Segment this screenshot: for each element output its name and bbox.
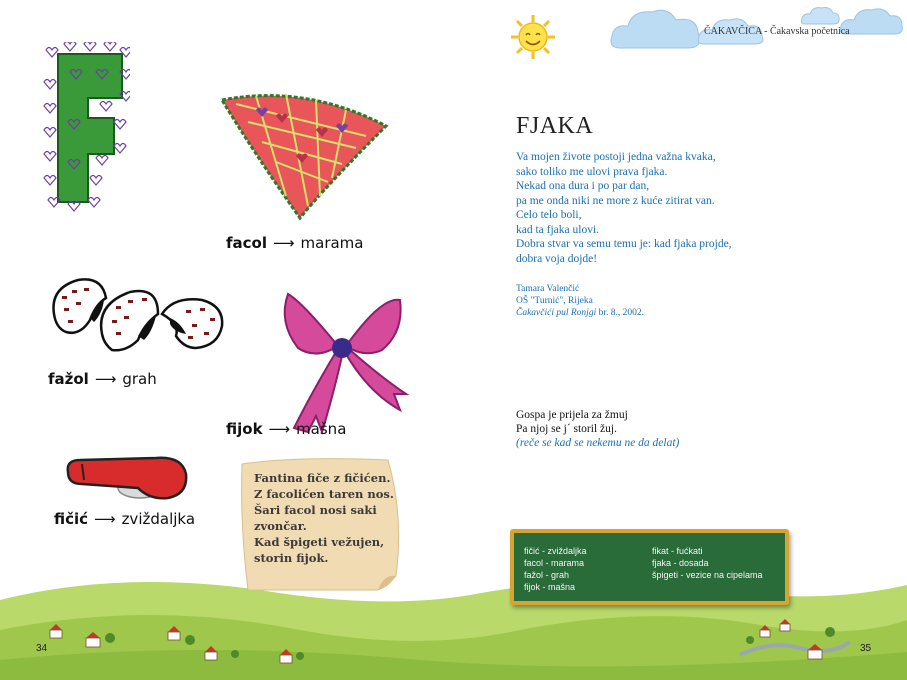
whistle-drawing [64, 450, 192, 510]
saying [516, 408, 679, 450]
glossary-chalkboard [510, 529, 789, 605]
note-line: Fantina fiče z fičićen. [254, 471, 391, 485]
vocab-dialect: fažol [48, 370, 89, 388]
cloud-icon [608, 4, 704, 52]
poem-line: sako toliko me ulovi prava fjaka. [516, 165, 668, 178]
author-school: OŠ "Turnić", Rijeka [516, 296, 593, 306]
poem-line: Celo telo boli, [516, 209, 582, 221]
saying-line: Pa njoj se j´ storil žuj. [516, 423, 617, 435]
cloud-icon [800, 4, 840, 26]
vocab-dialect: fičić [54, 510, 89, 528]
page-number-right: 35 [860, 643, 872, 654]
note-line: storin fijok. [254, 551, 329, 565]
note-text [254, 470, 404, 566]
glossary-entry: fikat - fućkati [652, 546, 703, 556]
bow-drawing [272, 282, 412, 438]
glossary-entry: fjaka - dosada [652, 558, 709, 568]
arrow-icon: ⟶ [273, 234, 295, 252]
note-line: Kad špigeti vežujen, [254, 535, 385, 549]
arrow-icon: ⟶ [94, 370, 117, 388]
header-title: ČAKAVČICA - Čakavska početnica [704, 26, 850, 37]
poem-line: pa me onda niki ne more z kuće zitirat van. [516, 194, 715, 207]
publication-issue: br. 8., 2002. [598, 308, 644, 318]
vocab-facol [226, 234, 363, 252]
glossary-column-right [652, 545, 763, 581]
letter-f-drawing [40, 42, 130, 214]
author-name: Tamara Valenčić [516, 284, 580, 294]
sun-icon [510, 14, 556, 60]
beans-drawing [46, 274, 226, 358]
glossary-entry: fičić - zviždaljka [524, 546, 587, 556]
poem-line: kad ta fjaka ulovi. [516, 223, 600, 236]
vocab-fijok [226, 420, 346, 438]
author-source [516, 307, 644, 319]
glossary-entry: fažol - grah [524, 570, 570, 580]
page-number-left: 34 [36, 643, 48, 654]
scarf-drawing [216, 86, 392, 222]
vocab-standard: marama [300, 234, 364, 252]
poem-author [516, 283, 644, 319]
poem-line: Va mojen životе postoji jedna važna kvaka, [516, 151, 716, 163]
note-line: zvončar. [254, 519, 307, 533]
note-line: Z facolićen taren nos. [254, 487, 394, 501]
vocab-standard: zviždaljka [121, 510, 196, 528]
vocab-standard: mašna [296, 420, 347, 438]
poem-line: dobra voja dojde! [516, 252, 598, 265]
poem-body [516, 150, 732, 266]
poem-title: FJAKA [516, 113, 594, 139]
arrow-icon: ⟶ [94, 510, 116, 528]
vocab-ficic [54, 510, 195, 528]
vocab-dialect: fijok [226, 420, 263, 438]
vocab-standard: grah [122, 370, 157, 388]
glossary-column-left [524, 545, 587, 593]
vocab-dialect: facol [226, 234, 267, 252]
glossary-entry: facol - marama [524, 558, 585, 568]
glossary-entry: fijok - mašna [524, 582, 576, 592]
publication-name: Čakavčići pul Ronjgi [516, 308, 597, 318]
poem-line: Nekad ona dura i po par dan, [516, 180, 650, 192]
saying-line: Gospa je prijela za žmuj [516, 409, 628, 421]
glossary-entry: špigeti - vezice na cipelama [652, 570, 763, 580]
poem-line: Dobra stvar va semu temu je: kad fjaka projde, [516, 238, 732, 250]
arrow-icon: ⟶ [268, 420, 291, 438]
saying-explanation: (reče se kad se nekemu ne da delat) [516, 437, 680, 449]
vocab-fazol [48, 370, 157, 388]
note-line: Šari facol nosi saki [254, 503, 377, 517]
